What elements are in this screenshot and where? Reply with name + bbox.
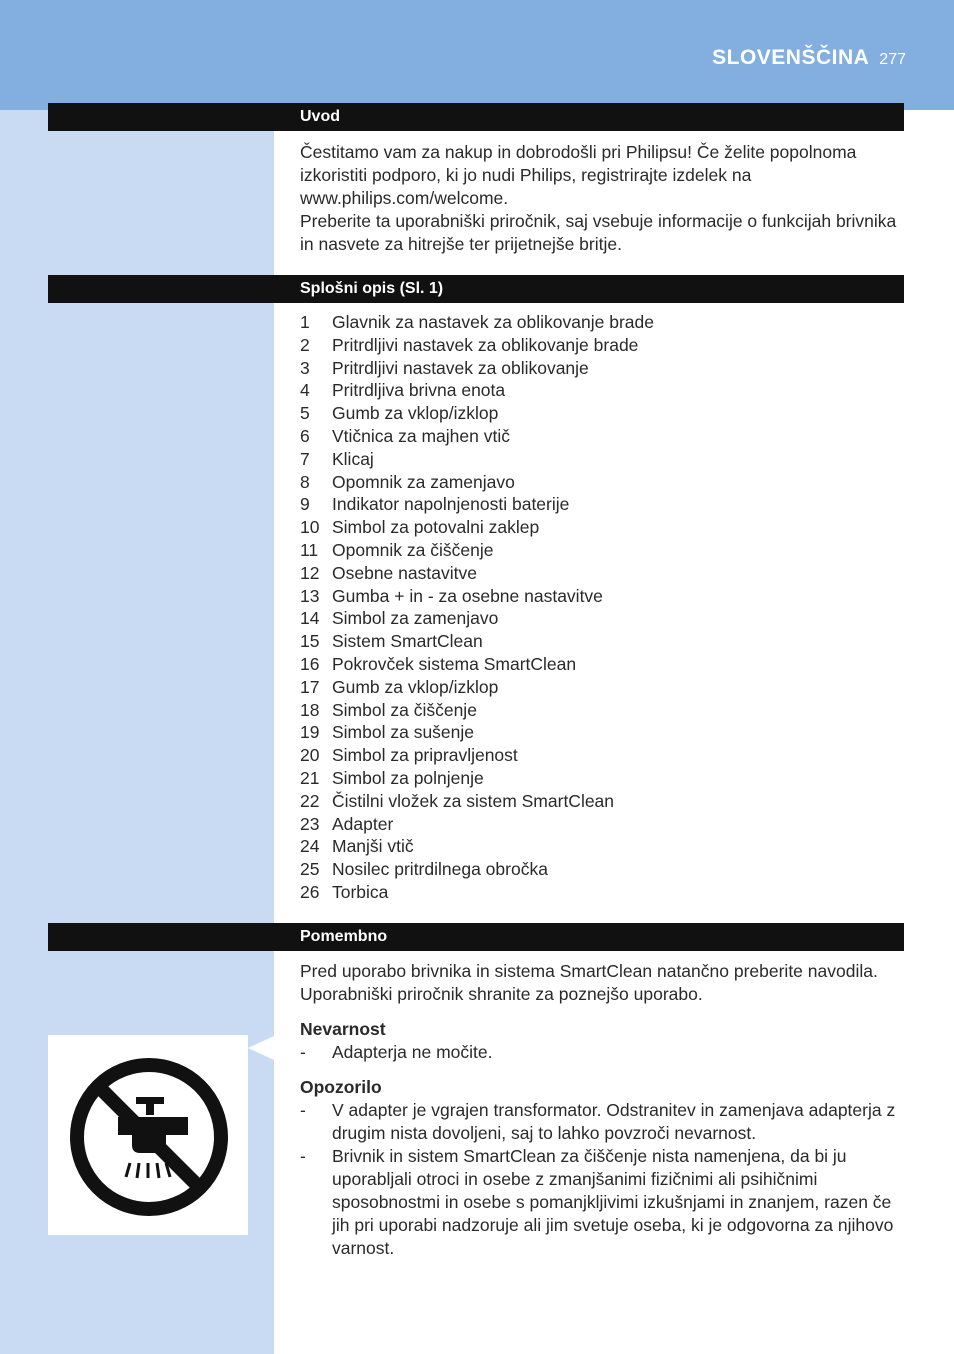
list-item [300,402,900,425]
list-item-number: 1 [300,312,310,332]
list-item-number: 17 [300,676,320,697]
list-item-number: 21 [300,767,320,788]
list-item [300,835,900,858]
list-item-number: 19 [300,722,320,743]
list-item [300,334,900,357]
list-item-number: 3 [300,357,310,378]
opozorilo-list [300,1099,904,1260]
pomembno-text [300,960,904,1260]
list-item-text: Gumba + in - za osebne nastavitve [332,585,603,606]
list-item-number: 8 [300,471,310,492]
list-item-text: Simbol za zamenjavo [332,608,499,629]
list-item-number: 6 [300,425,310,446]
list-item [300,744,900,767]
list-item-text: Simbol za sušenje [332,722,475,743]
list-item-text: Opomnik za zamenjavo [332,471,515,492]
list-item-number: 23 [300,813,320,834]
bullet-text: V adapter je vgrajen transformator. Odstranitev in zamenjava adapterja z drugim nista dovoljeni, saj to lahko povzroči nevarnost. [332,1100,896,1143]
list-item-text: Pritrdljiva brivna enota [332,380,506,401]
pomembno-intro: Pred uporabo brivnika in sistema SmartClean natančno preberite navodila. Uporabniški priročnik shranite za poznejšo uporabo. [300,961,878,1004]
list-item [300,585,900,608]
list-item [300,653,900,676]
list-item [300,630,900,653]
list-item [300,379,900,402]
list-item [300,516,900,539]
section-title-uvod: Uvod [300,108,340,125]
section-bar-splosni-opis [48,275,904,303]
warning-icon-panel [48,1035,248,1235]
list-item-number: 24 [300,836,320,857]
bullet-item [300,1145,904,1260]
list-item [300,767,900,790]
list-item [300,721,900,744]
list-item-number: 12 [300,562,320,583]
no-water-tap-icon [48,1035,248,1235]
list-item-text: Simbol za polnjenje [332,767,484,788]
list-item-number: 16 [300,653,320,674]
section-bar-uvod [48,103,904,131]
list-item-text: Indikator napolnjenosti baterije [332,494,570,515]
list-item-text: Simbol za čiščenje [332,699,477,720]
list-item [300,607,900,630]
list-item-text: Adapter [332,813,394,834]
list-item-text: Manjši vtič [332,836,414,857]
language-title: SLOVENŠČINA [712,46,870,69]
list-item-number: 2 [300,334,310,355]
list-item [300,858,900,881]
list-item-text: Gumb za vklop/izklop [332,676,499,697]
list-item-number: 20 [300,745,320,766]
list-item [300,813,900,836]
section-title-pomembno: Pomembno [300,928,388,945]
list-item [300,425,900,448]
list-item-number: 13 [300,585,320,606]
nevarnost-list [300,1041,904,1064]
opozorilo-heading: Opozorilo [300,1077,382,1097]
list-item [300,311,900,334]
parts-list [300,311,900,904]
bullet-text: Brivnik in sistem SmartClean za čiščenje nista namenjena, da bi ju uporabljali otroci in osebe z zmanjšanimi fizičnimi ali psihičnimi sposobnostmi in osebe s pomanjkljivimi izkušnjami in znanjem, razen če jih pri uporabi nadzoruje ali jim svetuje oseba, ki je odgovorna za njihovo varnost. [332,1146,894,1258]
list-item-text: Vtičnica za majhen vtič [332,425,510,446]
list-item-number: 9 [300,494,310,515]
list-item-text: Pokrovček sistema SmartClean [332,653,577,674]
list-item-text: Pritrdljivi nastavek za oblikovanje [332,357,589,378]
icon-pointer [248,1036,274,1060]
list-item-number: 11 [300,539,319,560]
list-item [300,448,900,471]
bullet-dash: - [300,1146,306,1166]
list-item-text: Glavnik za nastavek za oblikovanje brade [332,312,654,332]
list-item [300,471,900,494]
bullet-item [300,1099,904,1145]
list-item-text: Pritrdljivi nastavek za oblikovanje brade [332,334,639,355]
list-item-number: 25 [300,859,320,880]
list-item-text: Klicaj [332,448,374,469]
list-item-text: Torbica [332,881,389,902]
list-item-text: Opomnik za čiščenje [332,539,494,560]
list-item-number: 26 [300,881,320,902]
list-item [300,493,900,516]
bullet-dash: - [300,1100,306,1120]
list-item-text: Osebne nastavitve [332,562,477,583]
list-item-text: Čistilni vložek za sistem SmartClean [332,790,615,811]
list-item-number: 4 [300,380,310,401]
list-item [300,881,900,904]
list-item [300,699,900,722]
list-item-number: 22 [300,790,320,811]
list-item [300,676,900,699]
list-item-text: Nosilec pritrdilnega obročka [332,859,548,880]
bullet-dash: - [300,1042,306,1062]
uvod-text [300,141,900,256]
bullet-text: Adapterja ne močite. [332,1042,493,1062]
nevarnost-heading: Nevarnost [300,1019,386,1039]
list-item-text: Simbol za pripravljenost [332,745,518,766]
uvod-paragraph: Čestitamo vam za nakup in dobrodošli pri Philipsu! Če želite popolnoma izkoristiti podporo, ki jo nudi Philips, registrirajte izdelek na www.philips.com/welcome. [300,142,857,208]
list-item-number: 7 [300,448,310,469]
section-bar-pomembno [48,923,904,951]
list-item-number: 14 [300,608,320,629]
list-item-text: Sistem SmartClean [332,631,483,652]
uvod-paragraph: Preberite ta uporabniški priročnik, saj vsebuje informacije o funkcijah brivnika in nasvete za hitrejše ter prijetnejše britje. [300,211,897,254]
bullet-item [300,1041,904,1064]
list-item-text: Simbol za potovalni zaklep [332,517,540,538]
list-item [300,562,900,585]
list-item-number: 10 [300,517,320,538]
page-header [712,46,906,70]
list-item-number: 15 [300,631,320,652]
list-item [300,790,900,813]
list-item-number: 5 [300,403,310,424]
list-item [300,357,900,380]
section-title-splosni-opis: Splošni opis (Sl. 1) [300,280,444,297]
list-item [300,539,900,562]
page-number: 277 [879,51,906,68]
list-item-number: 18 [300,699,320,720]
list-item-text: Gumb za vklop/izklop [332,403,499,424]
